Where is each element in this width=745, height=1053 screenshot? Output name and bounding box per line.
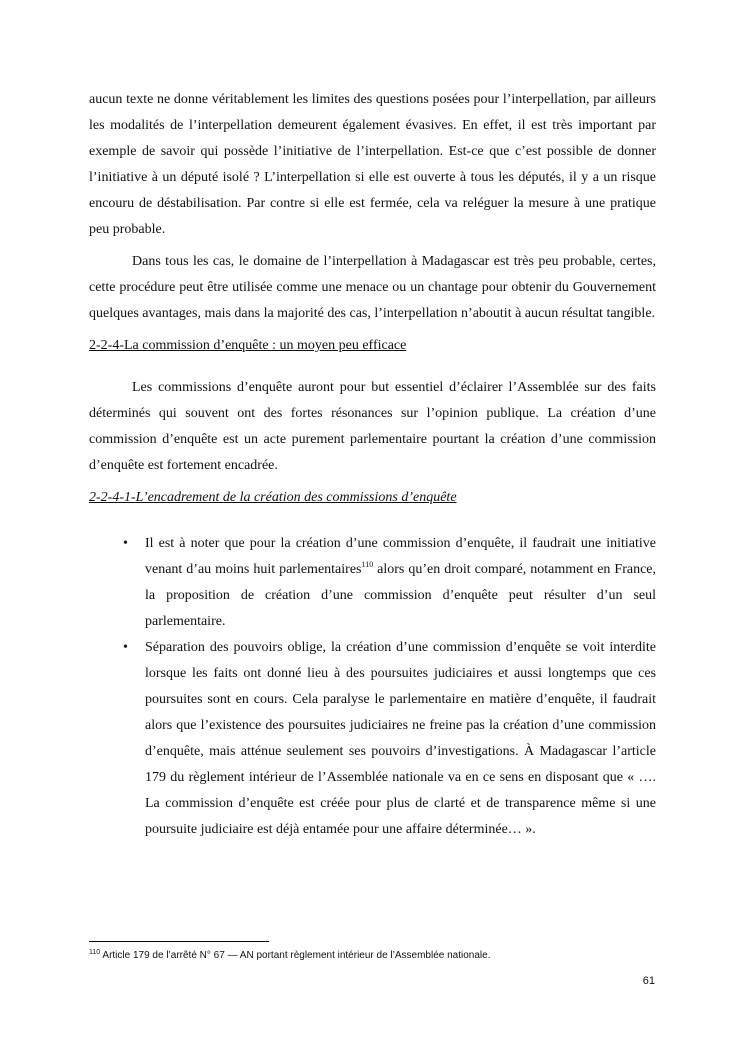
bullet-icon: •: [123, 640, 128, 655]
bullet-list: [89, 531, 656, 843]
bullet-icon: •: [123, 536, 128, 551]
paragraph-madagascar-interpellation: Dans tous les cas, le domaine de l’interpellation à Madagascar est très peu probable, certes, cette procédure peut être utilisée comme une menace ou un chantage pour obtenir du Gouvernement quelques avantages, mais dans la majorité des cas, l’interpellation n’aboutit à aucun résultat tangible.: [89, 254, 656, 321]
page-number: 61: [642, 975, 655, 987]
paragraph-commissions: Les commissions d’enquête auront pour but essentiel d’éclairer l’Assemblée sur des faits déterminés qui souvent ont des fortes résonances sur l’opinion publique. La création d’une commission d’enquête est un acte purement parlementaire pourtant la création d’une commission d’enquête est fortement encadrée.: [89, 380, 656, 473]
footnote-number: 110: [89, 949, 101, 956]
subsection-heading: 2-2-4-1-L’encadrement de la création des commissions d’enquête: [89, 490, 457, 505]
section-heading: 2-2-4-La commission d’enquête : un moyen peu efficace: [89, 338, 407, 353]
document-body: [89, 87, 656, 843]
footnote-reference[interactable]: 110: [361, 560, 374, 569]
bullet-text-part-1: Il est à noter que pour la création d’une commission d’enquête, il faudrait une initiative venant d’au moins huit parlementaires: [145, 536, 656, 577]
list-item: [89, 531, 656, 635]
bullet-text: Séparation des pouvoirs oblige, la création d’une commission d’enquête se voit interdite lorsque les faits ont donné lieu à des poursuites judiciaires et aussi longtemps que ces poursuites sont en cours. Cela paralyse le parlementaire en matière d’enquête, il faudrait alors que l’existence des poursuites judiciaires ne freine pas la création d’une commission d’enquête, mais atténue seulement ses pouvoirs d’investigations. À Madagascar l’article 179 du règlement intérieur de l’Assemblée nationale va en ce sens en disposant que « …. La commission d’enquête est créée pour plus de clarté et de transparence même si une poursuite judiciaire est déjà entamée pour une affaire déterminée… ».: [145, 640, 656, 837]
paragraph-continuation: aucun texte ne donne véritablement les limites des questions posées pour l’interpellation, par ailleurs les modalités de l’interpellation demeurent également évasives. En effet, il est très important par exemple de savoir qui possède l’initiative de l’interpellation. Est-ce que c’est possible de donner l’initiative à un député isolé ? L’interpellation si elle est ouverte à tous les députés, il y a un risque encouru de déstabilisation. Par contre si elle est fermée, cela va reléguer la mesure à une pratique peu probable.: [89, 92, 656, 237]
bullet-text-part-2: alors qu’en droit comparé, notamment en France, la proposition de création d’une commission d’enquête peut résulter d’un seul parlementaire.: [145, 562, 656, 629]
list-item: [89, 635, 656, 843]
footnote-separator: [89, 941, 269, 942]
footnote: [89, 949, 689, 963]
footnote-text: Article 179 de l’arrêté N° 67 — AN portant règlement intérieur de l’Assemblée nationale.: [100, 950, 491, 961]
